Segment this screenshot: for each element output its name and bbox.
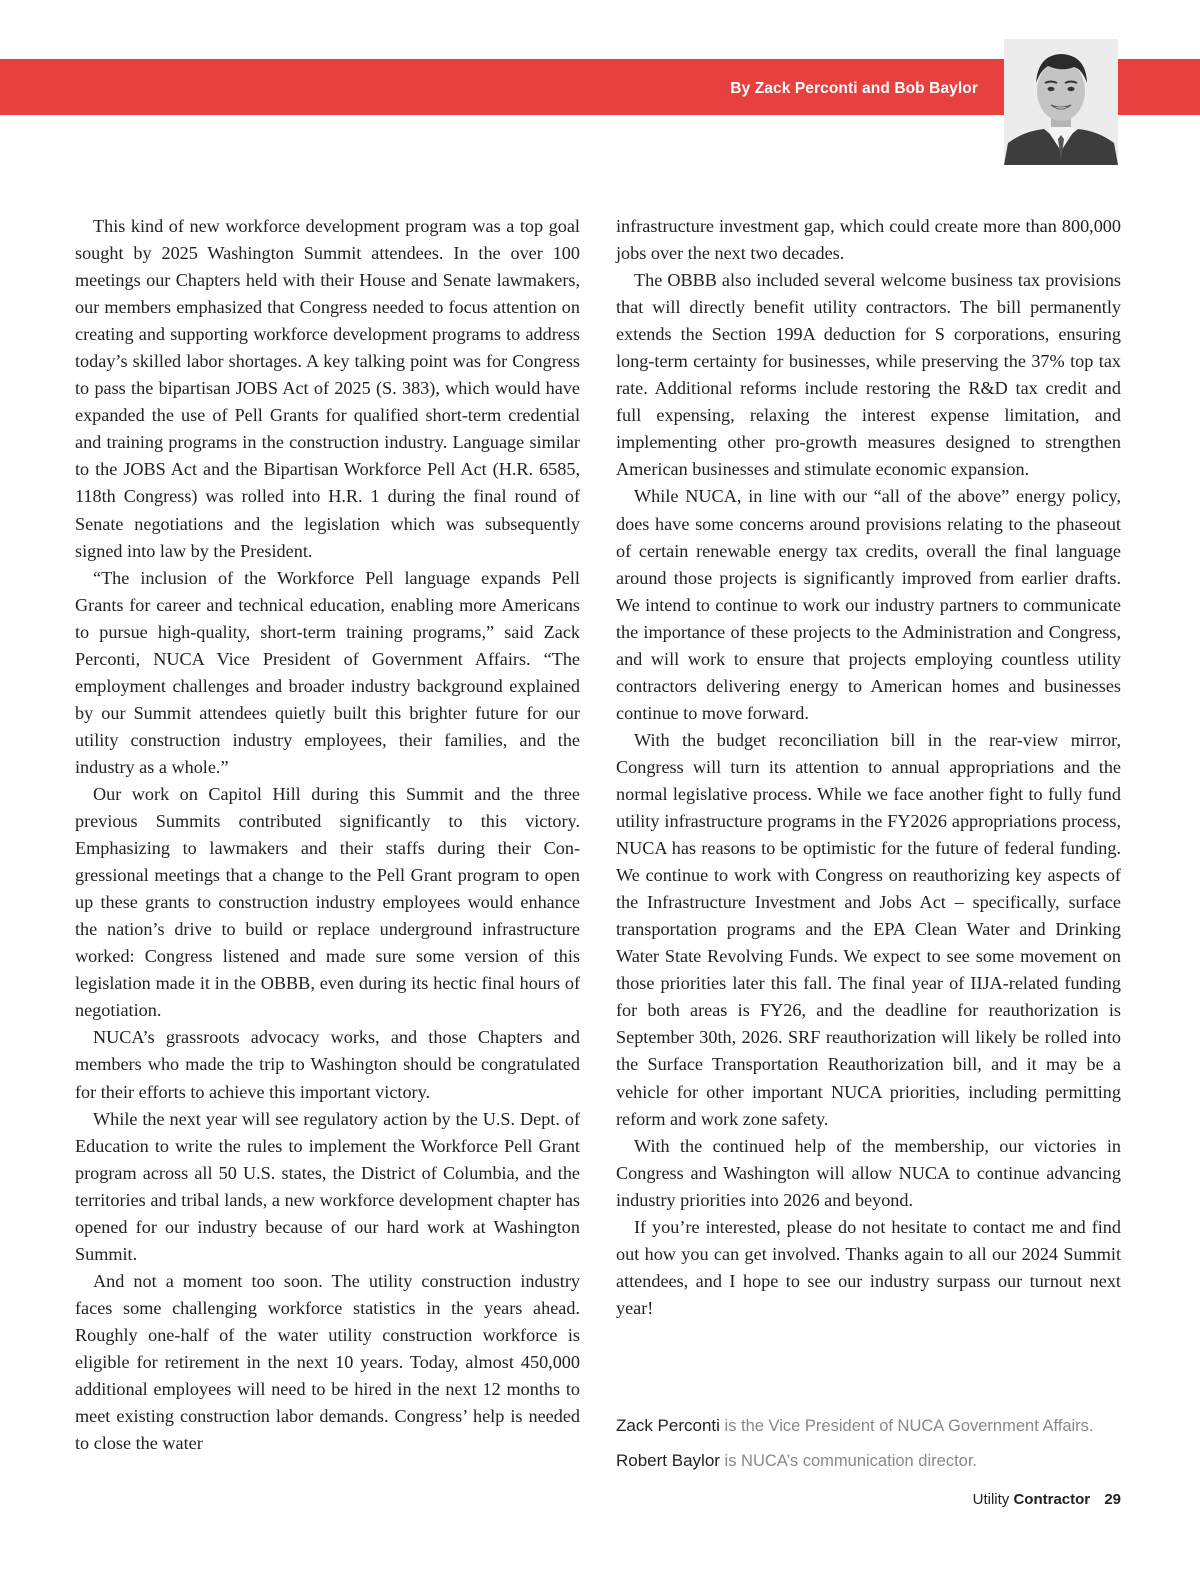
paragraph: “The inclusion of the Workforce Pell language expands Pell Grants for career and technical education, enabling more Americans to pursue high-quality, short-term training programs,” said Zack Perconti, NUCA Vice President of Government Affairs. “The employment challenges and broader industry background explained by our Summit attendees quietly built this brighter future for our utility construction industry employees, their families, and the industry as a whole.”	[75, 567, 580, 777]
paragraph: And not a moment too soon. The utility construction industry faces some challenging workforce statistics in the years ahead. Roughly one-half of the water utility construction workforce is eligible for retirement in the next 10 years. Today, almost 450,000 additional employees will need to be hired in the next 12 months to meet existing construction labor demands. Congress’ help is needed to close the water	[75, 1270, 580, 1454]
bio-role: is the Vice President of NUCA Government Affairs.	[719, 1417, 1094, 1435]
byline: By Zack Perconti and Bob Baylor	[730, 80, 978, 97]
author-bio-baylor	[616, 1451, 1176, 1471]
paragraph: NUCA’s grassroots advocacy works, and those Chapters and members who made the trip to Washington should be congratulated for their efforts to achieve this important victory.	[75, 1027, 580, 1102]
paragraph: Our work on Capitol Hill during this Summit and the three previous Summits contributed significantly to this victory. Emphasizing to lawmakers and their staffs during their Congressional meetings that a change to the Pell Grant program to open up these grants to construction industry employees would enhance the nation’s drive to build or replace underground infrastructure worked: Congress listened and made sure some version of this legislation made it in the OBBB, even during its hectic final hours of negotiation.	[75, 783, 580, 1021]
author-portrait-icon	[1004, 39, 1118, 165]
bio-role: is NUCA’s communication director.	[719, 1452, 977, 1470]
bio-name: Zack Perconti	[616, 1416, 720, 1435]
bio-name: Robert Baylor	[616, 1451, 720, 1470]
article-column-right	[616, 213, 1121, 1322]
paragraph: While the next year will see regulatory action by the U.S. Dept. of Education to write the rules to implement the Workforce Pell Grant program across all 50 U.S. states, the District of Columbia, and the territories and tribal lands, a new workforce development chapter has opened for our industry because of our hard work at Washington Summit.	[75, 1108, 580, 1264]
paragraph: infrastructure investment gap, which could create more than 800,000 jobs over the next two decades.	[616, 216, 1121, 264]
paragraph: With the continued help of the membership, our victories in Congress and Washington will allow NUCA to continue advancing industry priorities into 2026 and beyond.	[616, 1135, 1121, 1210]
publication-name-b: Contractor	[1013, 1491, 1091, 1508]
publication-name-a: Utility	[972, 1491, 1010, 1508]
author-bio-perconti	[616, 1416, 1176, 1436]
page-footer	[0, 1491, 1121, 1508]
page-number: 29	[1104, 1491, 1121, 1508]
author-photo	[1004, 39, 1118, 165]
paragraph: While NUCA, in line with our “all of the above” energy policy, does have some concerns around provisions relating to the phaseout of certain renewable energy tax credits, overall the final language around those projects is significantly improved from earlier drafts. We intend to continue to work our industry partners to communicate the importance of these projects to the Administration and Congress, and will work to ensure that projects employing countless utility contractors delivering energy to American homes and businesses continue to move forward.	[616, 486, 1121, 723]
paragraph: With the budget reconciliation bill in the rear-view mirror, Congress will turn its attention to annual appropriations and the normal legislative process. While we face another fight to fully fund utility infrastructure programs in the FY2026 appropriations process, NUCA has reasons to be optimistic for the future of federal funding. We continue to work with Congress on reauthorizing key aspects of the Infrastructure Investment and Jobs Act – specifically, surface transportation programs and the EPA Clean Water and Drinking Water State Revolving Funds. We expect to see some movement on those priorities later this fall. The final year of IIJA-related funding for both areas is FY26, and the deadline for reauthorization is September 30th, 2026. SRF reauthorization will likely be rolled into the Surface Transportation Reauthorization bill, and it may be a vehicle for other important NUCA priorities, including permitting reform and work zone safety.	[616, 729, 1121, 1129]
paragraph: This kind of new workforce development program was a top goal sought by 2025 Washington Summit attendees. In the over 100 meetings our Chapters held with their House and Senate lawmakers, our members emphasized that Congress needed to focus attention on creating and supporting workforce development programs to address today’s skilled labor shortages. A key talking point was for Congress to pass the bipartisan JOBS Act of 2025 (S. 383), which would have expanded the use of Pell Grants for qualified short-term credential and training programs in the construction industry. Language similar to the JOBS Act and the Bipartisan Workforce Pell Act (H.R. 6585, 118th Congress) was rolled into H.R. 1 during the final round of Senate negotiations and the legislation which was subsequently signed into law by the President.	[75, 216, 580, 561]
paragraph: If you’re interested, please do not hesitate to contact me and find out how you can get involved. Thanks again to all our 2024 Summit attendees, and I hope to see our industry surpass our turnout next year!	[616, 1216, 1121, 1318]
paragraph: The OBBB also included several welcome business tax provisions that will directly benefit utility contractors. The bill permanently extends the Section 199A deduction for S corporations, ensuring long-term certainty for businesses, while preserving the 37% top tax rate. Additional reforms include restoring the R&D tax credit and full expensing, relaxing the interest expense limitation, and implementing other pro-growth measures designed to strengthen American businesses and stimulate economic expansion.	[616, 270, 1121, 480]
article-column-left	[75, 213, 580, 1457]
